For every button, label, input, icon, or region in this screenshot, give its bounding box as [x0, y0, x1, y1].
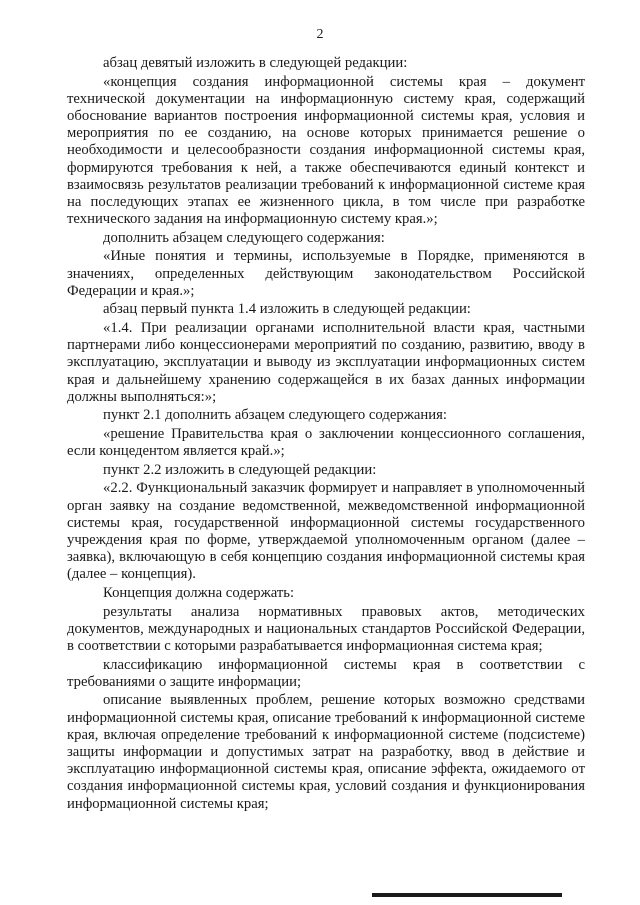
page-number: 2 [316, 27, 324, 42]
paragraph-concept-definition: «концепция создания информационной системы края – документ технической документации на информационную систему края, содержащий обоснование вариантов построения информационной системы края, условия и мероприятия по ее созданию, на основе которых принимается решение о необходимости и целесообразности создания информационной системы края, формируются требования к ней, а также обеспечиваются единый контекст и взаимосвязь результатов реализации требований к информационной системе края на последующих этапах ее жизненного цикла, в том числе при разработке технического задания на информационную систему края.»; [67, 73, 585, 228]
paragraph-add-para: дополнить абзацем следующего содержания: [103, 229, 385, 246]
paragraph-classification: классификацию информационной системы края в соответствии с требованиями о защите информации; [67, 656, 585, 690]
paragraph-other-terms: «Иные понятия и термины, используемые в Порядке, применяются в значениях, определенных действующим законодательством Российской Федерации и края.»; [67, 248, 585, 299]
paragraph-amend-2-1: пункт 2.1 дополнить абзацем следующего содержания: [103, 407, 447, 424]
paragraph-clause-1-4: «1.4. При реализации органами исполнительной власти края, частными партнерами либо концессионерами мероприятий по созданию, развитию, вводу в эксплуатацию, эксплуатации и выводу из эксплуатации информационных систем края и дальнейшему хранению содержащейся в их базах данных информации должны выполняться:»; [67, 320, 585, 405]
bottom-rule [372, 893, 562, 897]
paragraph-amend-para9: абзац девятый изложить в следующей редакции: [103, 55, 408, 71]
paragraph-analysis-results: результаты анализа нормативных правовых актов, методических документов, международных и национальных стандартов Российской Федерации, в соответствии с которыми разрабатывается информационная система края; [67, 603, 585, 654]
document-body [67, 55, 585, 814]
paragraph-amend-1-4: абзац первый пункта 1.4 изложить в следующей редакции: [103, 301, 471, 318]
paragraph-concession-decision: «решение Правительства края о заключении концессионного соглашения, если концедентом является край.»; [67, 426, 585, 460]
paragraph-clause-2-2: «2.2. Функциональный заказчик формирует и направляет в уполномоченный орган заявку на создание ведомственной, межведомственной информационной системы края, государственной информационной системы государственного учреждения края по форме, утверждаемой уполномоченным органом (далее – заявка), включающую в себя концепцию создания информационной системы края (далее – концепция). [67, 480, 585, 583]
paragraph-concept-contents: Концепция должна содержать: [103, 585, 295, 601]
paragraph-amend-2-2: пункт 2.2 изложить в следующей редакции: [103, 461, 377, 478]
paragraph-problem-description: описание выявленных проблем, решение которых возможно средствами информационной системы края, описание требований к информационной системе края, включая определение требований к информационной системе (подсистеме) защиты информации и допустимых затрат на разработку, ввод в действие и эксплуатацию информационной системы края, описание эффекта, ожидаемого от создания информационной системы края, условий создания и функционирования информационной системы края; [67, 692, 585, 812]
